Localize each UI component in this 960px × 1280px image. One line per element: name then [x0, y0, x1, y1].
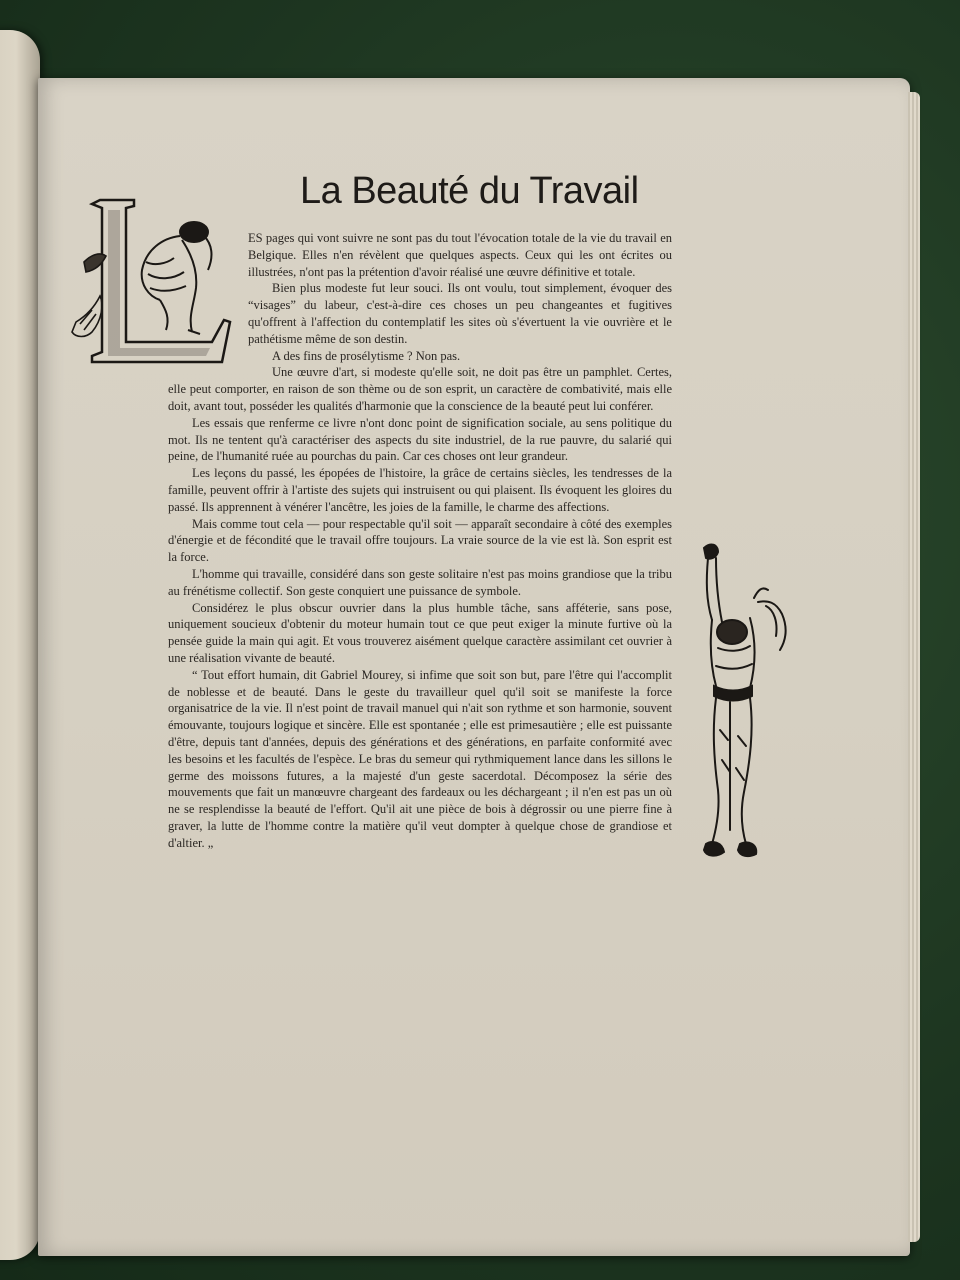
dropcap-wrap-space: [166, 230, 244, 366]
paragraph-1: [168, 230, 672, 280]
page-stack-edge: [908, 92, 920, 1242]
page-title: La Beauté du Travail: [300, 170, 639, 212]
paragraph-1-text: ES pages qui vont suivre ne sont pas du tout l'évocation totale de la vie du travail en Belgique. Elles n'en révèlent que quelques aspects. Ceux qui les ont écrites ou illustrées, n'ont pas la prétention d'avoir réalisé une œuvre définitive et totale.: [248, 231, 672, 279]
paragraph-8: L'homme qui travaille, considéré dans son geste solitaire n'est pas moins grandiose que la tribu au frénétisme collectif. Son geste conquiert une puissance de symbole.: [168, 566, 672, 598]
facing-page-edge: [0, 30, 40, 1260]
paragraph-3: A des fins de prosélytisme ? Non pas.: [272, 348, 461, 363]
paragraph-5: Les essais que renferme ce livre n'ont donc point de signification sociale, au sens politique du mot. Ils ne tentent qu'à caractériser des aspects du site industriel, de la rue pauvre, du salarié qui peine, de l'humanité ruée au pourchas du pain. Car ces choses ont leur grandeur.: [168, 415, 672, 464]
article-body: [168, 230, 672, 851]
paragraph-2: Bien plus modeste fut leur souci. Ils ont voulu, tout simplement, évoquer des “visages” du labeur, c'est-à-dire ces choses un peu changeantes et fugitives qu'offrent à l'affection du contemplatif les sites où s'évertuent la vie ouvrière et le pathétisme même de son destin.: [248, 281, 672, 346]
paragraph-6: Les leçons du passé, les épopées de l'histoire, la grâce de certains siècles, les tendresses de la famille, peuvent offrir à l'artiste des sujets qui instruisent ou qui plaisent. Ils évoquent les gloires du passé. Ils apprennent à vénérer l'ancêtre, les joies de la famille, le charme des affections.: [168, 466, 672, 514]
paragraph-4: Une œuvre d'art, si modeste qu'elle soit, ne doit pas être un pamphlet. Certes, elle peut comporter, en raison de son thème ou de son esprit, un caractère de combativité, mais elle doit, avant tout, posséder les qualités d'harmonie que la conscience de la beauté peut lui conférer.: [168, 365, 672, 413]
paragraph-7: Mais comme tout cela — pour respectable qu'il soit — apparaît secondaire à côté des exemples d'énergie et de fécondité que le travail offre toujours. La vraie source de la vie est là. Son esprit est la force.: [168, 516, 672, 565]
worker-figure-illustration: [692, 540, 802, 865]
paragraph-10: “ Tout effort humain, dit Gabriel Mourey, si infime que soit son but, pare l'être qui l'accomplit de noblesse et de beauté. Dans le geste du travailleur quel qu'il soit se manifeste la force organisatrice de la vie. Il n'est point de travail manuel qui n'ait son rythme et son harmonie, souvent émouvante, toujours logique et sincère. Elle est spontanée ; elle est primesautière ; elle est puissante d'être, depuis tant d'années, depuis des générations et des générations, en parfaite conformité avec les besoins et les facultés de l'espèce. Le bras du semeur qui rythmiquement lance dans les sillons le germe des moissons futures, a la majesté d'un geste sacerdotal. Décomposez la série des mouvements que fait un manœuvre chargeant des fardeaux ou les déchargeant ; il n'en est pas un où ne se resplendisse la beauté de l'effort. Qu'il ait une pièce de bois à dégrossir ou une pierre fine à graver, la lutte de l'homme contre la matière qu'il veut dompter à quelque chose de grandiose et d'altier. „: [168, 667, 672, 850]
paragraph-9: Considérez le plus obscur ouvrier dans la plus humble tâche, sans afféterie, sans pose, uniquement soucieux d'obtenir du moteur humain tout ce que peut exiger la minute furtive où la pensée guide la main qui agit. Et vous trouverez aisément quelque caractère assimilant cet ouvrier à une réalisation vivante de beauté.: [168, 600, 672, 665]
